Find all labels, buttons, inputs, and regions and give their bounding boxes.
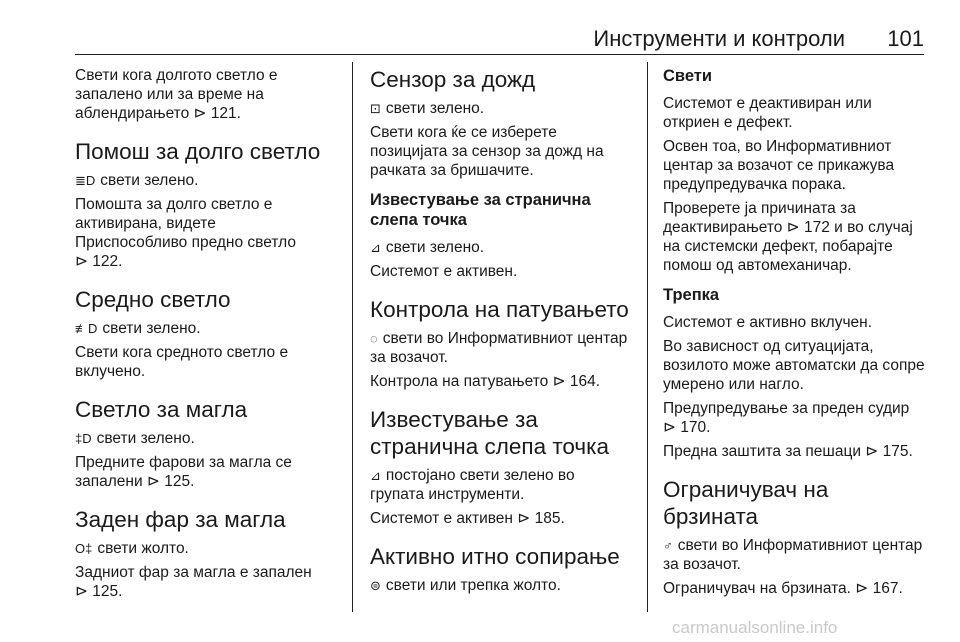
page-header <box>0 26 960 56</box>
status-line: ⊡ свети зелено. <box>370 100 485 117</box>
running-head: Инструменти и контроли <box>593 26 845 51</box>
section-heading: Помош за долго светло <box>75 139 321 164</box>
status-line: ⊿ постојано свети зелено во групата инструменти. <box>370 467 575 503</box>
status-line: ≢D свети зелено. <box>75 320 201 337</box>
column-divider <box>647 62 648 612</box>
subsection-heading: Свети <box>663 67 713 85</box>
body-paragraph: Предните фарови за магла се запалени ⊳ 125. <box>75 454 292 490</box>
cruise-control-icon: ◌ <box>370 331 378 346</box>
blind-spot-icon: ⊿ <box>370 468 381 483</box>
rain-sensor-icon: ⊡ <box>370 101 381 116</box>
section-heading: Ограничувач на брзината <box>663 477 829 529</box>
section-heading: Активно итно сопирање <box>370 544 620 569</box>
status-line: O‡ свети жолто. <box>75 540 189 557</box>
section-heading: Контрола на патувањето <box>370 297 629 322</box>
page-number: 101 <box>887 26 924 51</box>
status-line: ♂ свети во Информативниот центар за возачот. <box>663 537 923 573</box>
watermark: carmanualsonline.info <box>672 618 838 637</box>
front-fog-light-icon: ‡D <box>75 431 92 446</box>
status-line: ‡D свети зелено. <box>75 430 195 447</box>
high-beam-assist-icon: ≣D <box>75 173 96 188</box>
speed-limiter-icon: ♂ <box>663 538 673 553</box>
body-paragraph: Освен тоа, во Информативниот центар за возачот се прикажува предупредувачка порака. <box>663 138 895 193</box>
body-paragraph: Системот е деактивиран или откриен е дефект. <box>663 95 872 131</box>
body-paragraph: Проверете ја причината за деактивирањето ⊳ 172 и во случај на системски дефект, побарајте помош од автомеханичар. <box>663 200 913 274</box>
body-paragraph: Свети кога ќе се изберете позицијата за сензор за дожд на рачката за бришачите. <box>370 124 604 179</box>
section-heading: Средно светло <box>75 287 231 312</box>
body-paragraph: Свети кога средното светло е вклучено. <box>75 344 289 380</box>
low-beam-icon: ≢D <box>75 321 98 336</box>
body-paragraph: Предна заштита за пешаци ⊳ 175. <box>663 443 913 460</box>
subsection-heading: Трепка <box>663 286 720 304</box>
body-paragraph: Ограничувач на брзината. ⊳ 167. <box>663 580 903 597</box>
subsection-heading: Известување за странична слепа точка <box>370 191 591 229</box>
body-paragraph: Системот е активен ⊳ 185. <box>370 510 565 527</box>
column-2 <box>370 66 632 600</box>
body-paragraph: Системот е активен. <box>370 263 518 280</box>
intro-paragraph: Свети кога долгото светло е запалено или за време на аблендирањето ⊳ 121. <box>75 67 278 122</box>
column-divider <box>352 62 353 612</box>
body-paragraph: Предупредување за преден судир ⊳ 170. <box>663 400 910 436</box>
status-line: ≣D свети зелено. <box>75 172 199 189</box>
section-heading: Заден фар за магла <box>75 507 286 532</box>
rear-fog-light-icon: O‡ <box>75 541 93 556</box>
body-paragraph: Во зависност од ситуацијата, возилото може автоматски да сопре умерено или нагло. <box>663 338 925 393</box>
section-heading: Светло за магла <box>75 397 248 422</box>
section-heading: Известување за странична слепа точка <box>370 407 609 459</box>
section-heading: Сензор за дожд <box>370 67 536 92</box>
column-1 <box>75 66 337 606</box>
status-line: ⊿ свети зелено. <box>370 239 485 256</box>
body-paragraph: Задниот фар за магла е запален ⊳ 125. <box>75 564 312 600</box>
status-line: ⊜ свети или трепка жолто. <box>370 577 561 594</box>
emergency-braking-icon: ⊜ <box>370 578 381 593</box>
body-paragraph: Контрола на патувањето ⊳ 164. <box>370 373 601 390</box>
column-3 <box>663 66 925 603</box>
header-rule <box>75 54 924 55</box>
blind-spot-icon: ⊿ <box>370 240 381 255</box>
status-line: ◌ свети во Информативниот центар за возачот. <box>370 330 628 366</box>
body-paragraph: Помошта за долго светло е активирана, видете Приспособливо предно светло ⊳ 122. <box>75 196 296 270</box>
body-paragraph: Системот е активно вклучен. <box>663 314 873 331</box>
